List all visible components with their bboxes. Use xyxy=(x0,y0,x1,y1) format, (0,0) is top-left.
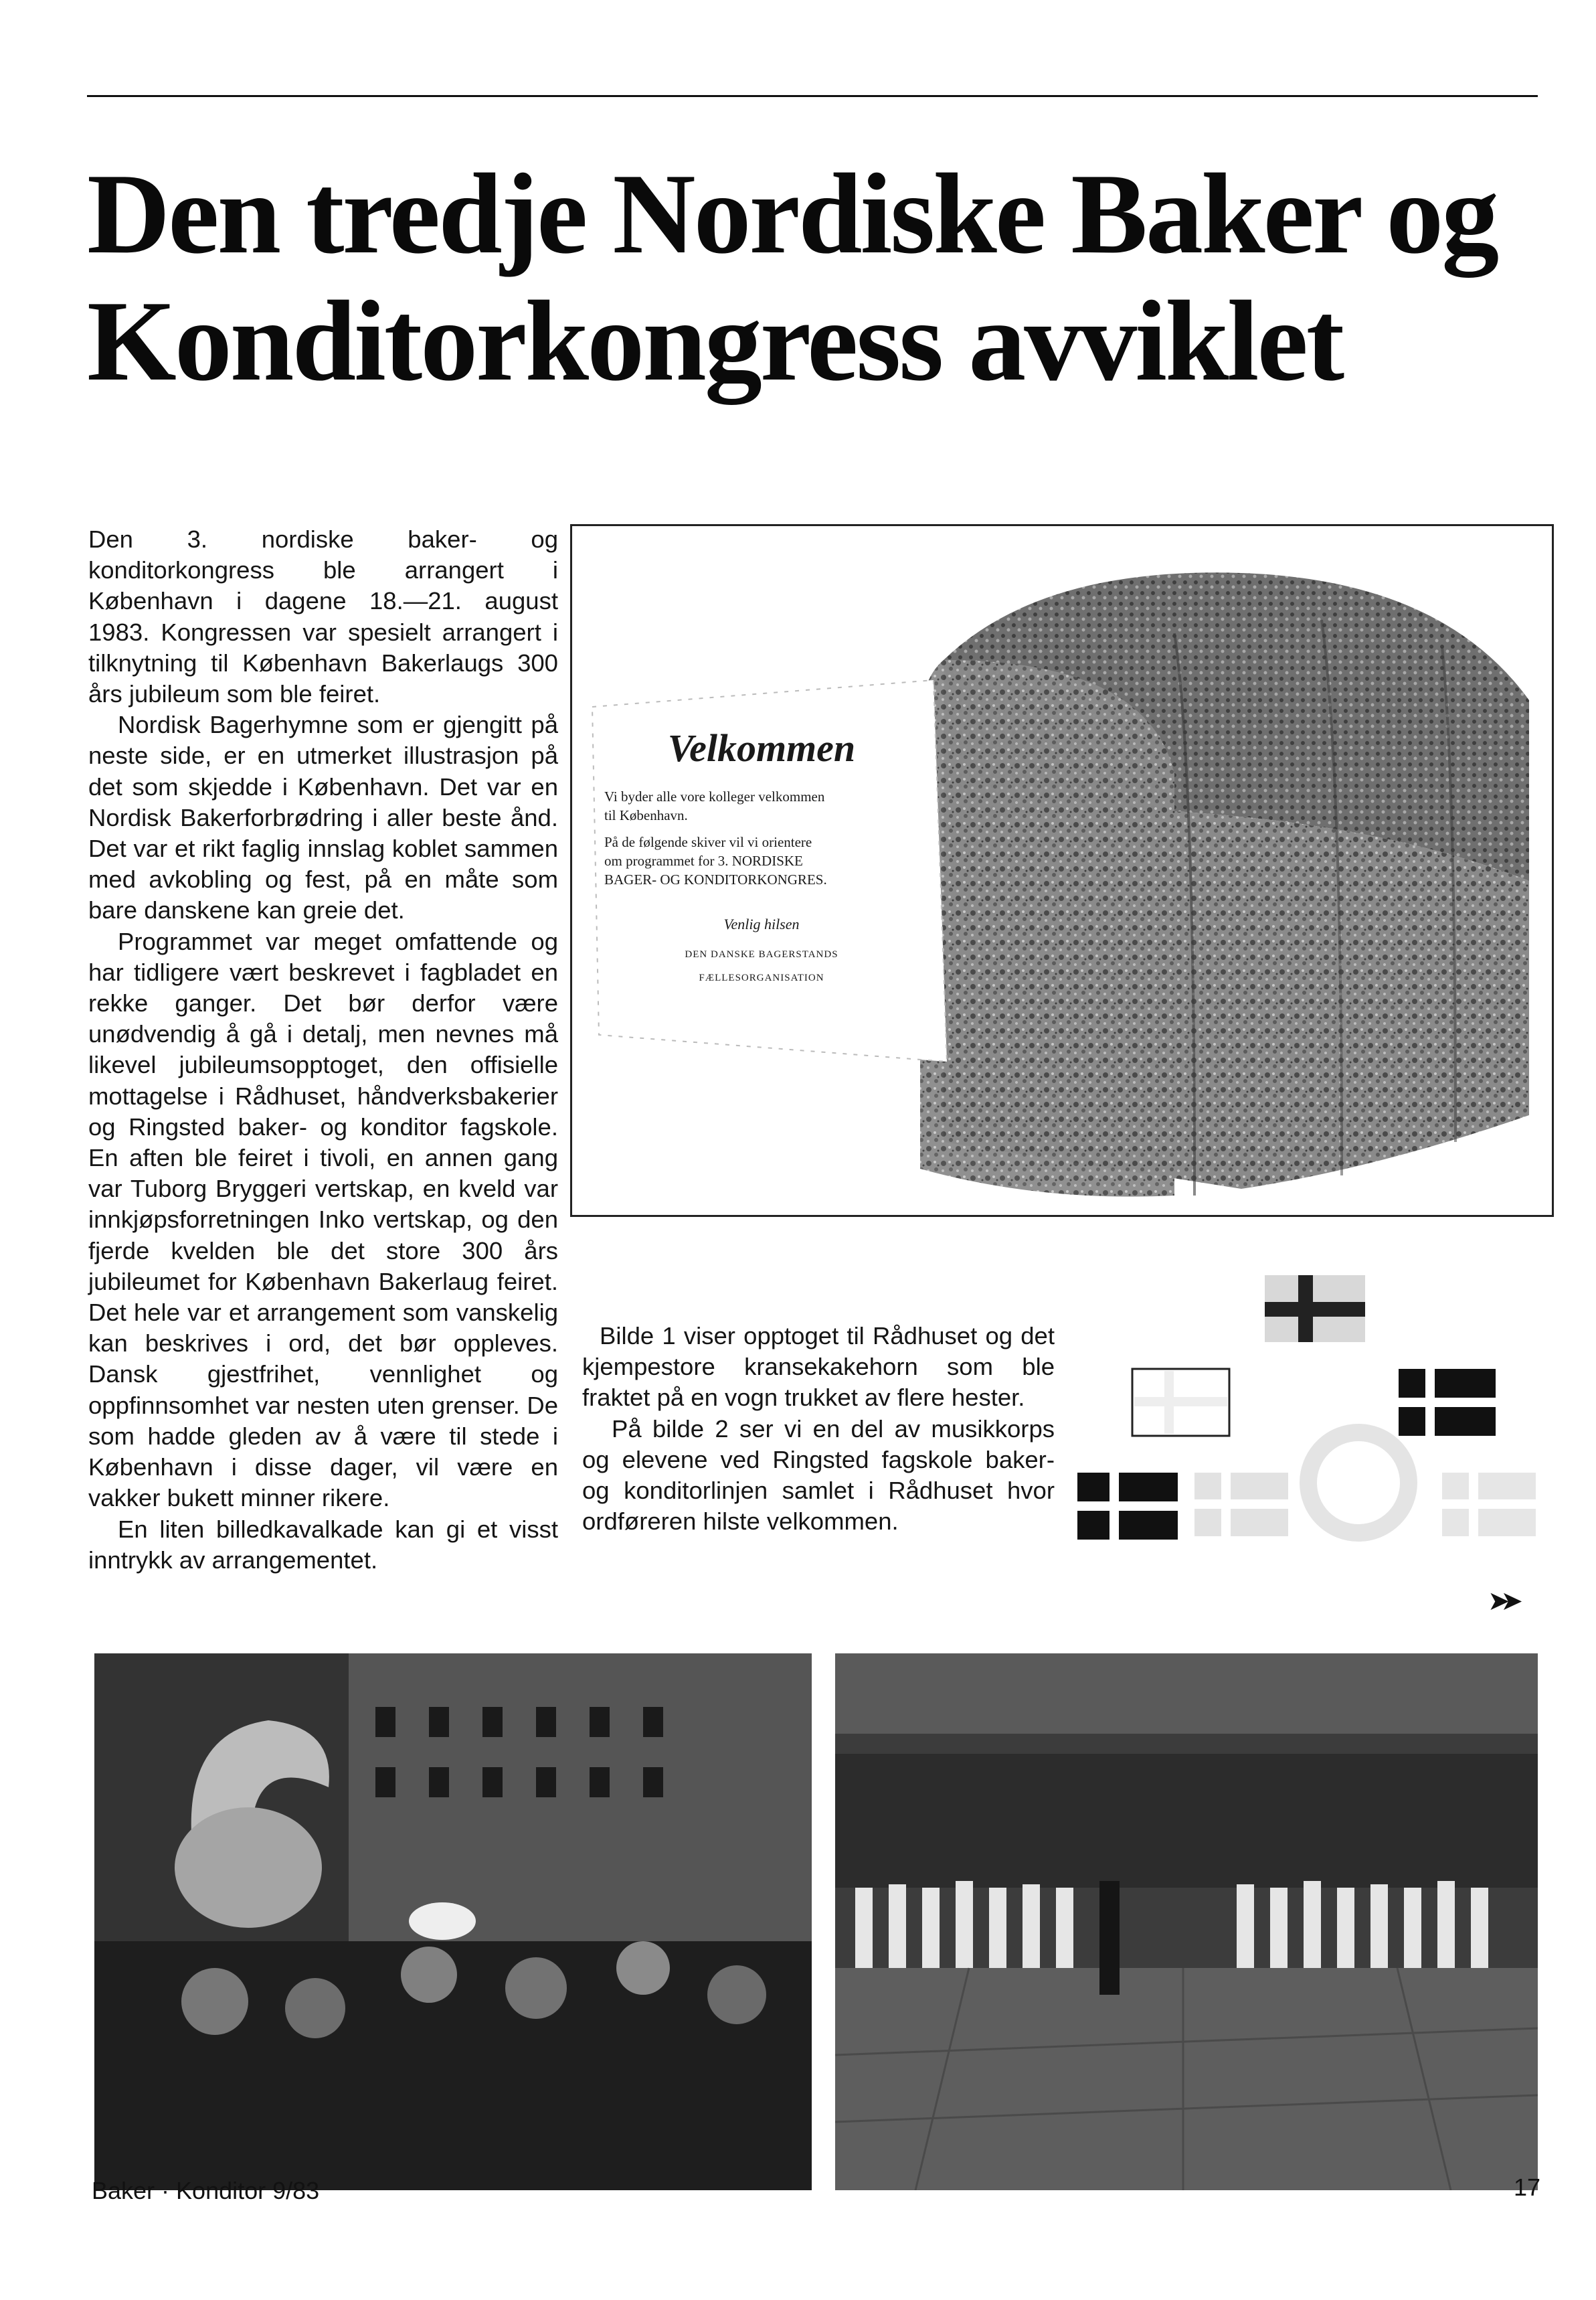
article-mid-column xyxy=(582,1321,1055,1537)
welcome-org-line: FÆLLESORGANISATION xyxy=(699,973,824,983)
headline-line-1: Den tredje Nordiske Baker og xyxy=(87,151,1498,278)
photo-city-hall xyxy=(835,1653,1538,2190)
flag-icon xyxy=(1077,1473,1178,1540)
nordic-flags-graphic xyxy=(1077,1275,1539,1566)
welcome-org-line: DEN DANSKE BAGERSTANDS xyxy=(685,949,838,960)
flag-icon xyxy=(1399,1369,1496,1436)
paragraph: En liten billedkavalkade kan gi et visst inntrykk av arrangementet. xyxy=(88,1515,558,1574)
welcome-text-line: BAGER- OG KONDITORKONGRES. xyxy=(604,872,827,888)
article-left-column xyxy=(88,524,558,1576)
flag-icon xyxy=(1265,1275,1365,1342)
publication-footer: Baker · Konditor 9/83 xyxy=(92,2177,320,2204)
article-headline xyxy=(87,151,1532,405)
flag-icon xyxy=(1442,1473,1536,1536)
welcome-text-line: Vi byder alle vore kolleger velkommen xyxy=(604,789,825,805)
page-number: 17 xyxy=(1514,2173,1541,2201)
continue-arrow-icon: ➤➤ xyxy=(1488,1586,1514,1617)
top-rule xyxy=(87,95,1538,97)
photo-procession xyxy=(94,1653,812,2190)
headline-line-2: Konditorkongress avviklet xyxy=(87,278,1343,405)
paragraph: Bilde 1 viser opptoget til Rådhuset og det kjempestore kransekakehorn som ble fraktet på en vogn trukket av flere hester. xyxy=(582,1322,1055,1412)
paragraph: Den 3. nordiske baker- og konditorkongress ble arrangert i København i dagene 18.—21. august 1983. Kongressen var spesielt arrangert i tilknytning til København Bakerlaugs 300 års jubileum som ble feiret. xyxy=(88,525,558,708)
bread-advert-frame xyxy=(570,524,1554,1217)
paragraph: Nordisk Bagerhymne som er gjengitt på neste side, er en utmerket illustrasjon på det som skjedde i København. Det var en Nordisk Bakerforbrødring i aller beste ånd. Det var et rikt faglig innslag koblet sammen med avkobling og fest, på en måte som bare danskene kan greie det. xyxy=(88,711,558,924)
conductor-figure xyxy=(1099,1881,1120,1995)
flag-icon xyxy=(1194,1473,1288,1536)
welcome-text-line: På de følgende skiver vil vi orientere xyxy=(604,834,812,850)
paragraph: Programmet var meget omfattende og har tidligere vært beskrevet i fagbladet en rekke ganger. Det bør derfor være unødvendig å gå i detalj, men nevnes må likevel jubileumsopptoget, den offisielle mottagelse i Rådhuset, håndverksbakerier og Ringsted baker- og konditor fagskole. En aften ble feiret i tivoli, en annen gang var Tuborg Bryggeri vertskap, en kveld var innkjøpsforretningen Inko vertskap, og den fjerde kvelden ble det store 300 års jubileumet for København Bakerlaug feiret. Det hele var et arrangement som vanskelig kan beskrives i ord, det bør oppleves. Dansk gjestfrihet, vennlighet og oppfinnsomhet var nesten uten grenser. De som hadde gleden av å være til stede i København i disse dager, vil være en vakker bukett minner rikere. xyxy=(88,927,558,1512)
welcome-title: Velkommen xyxy=(667,726,856,770)
welcome-card xyxy=(604,727,919,995)
flag-icon xyxy=(1132,1369,1229,1436)
paragraph: På bilde 2 ser vi en del av musikkorps og elevene ved Ringsted fagskole baker- og konditorlinjen samlet i Rådhuset hvor ordføreren hilste velkommen. xyxy=(582,1414,1055,1536)
welcome-greeting: Venlig hilsen xyxy=(723,916,800,932)
welcome-text-line: til København. xyxy=(604,807,688,823)
welcome-text-line: om programmet for 3. NORDISKE xyxy=(604,853,803,869)
ring-icon xyxy=(1308,1432,1409,1533)
